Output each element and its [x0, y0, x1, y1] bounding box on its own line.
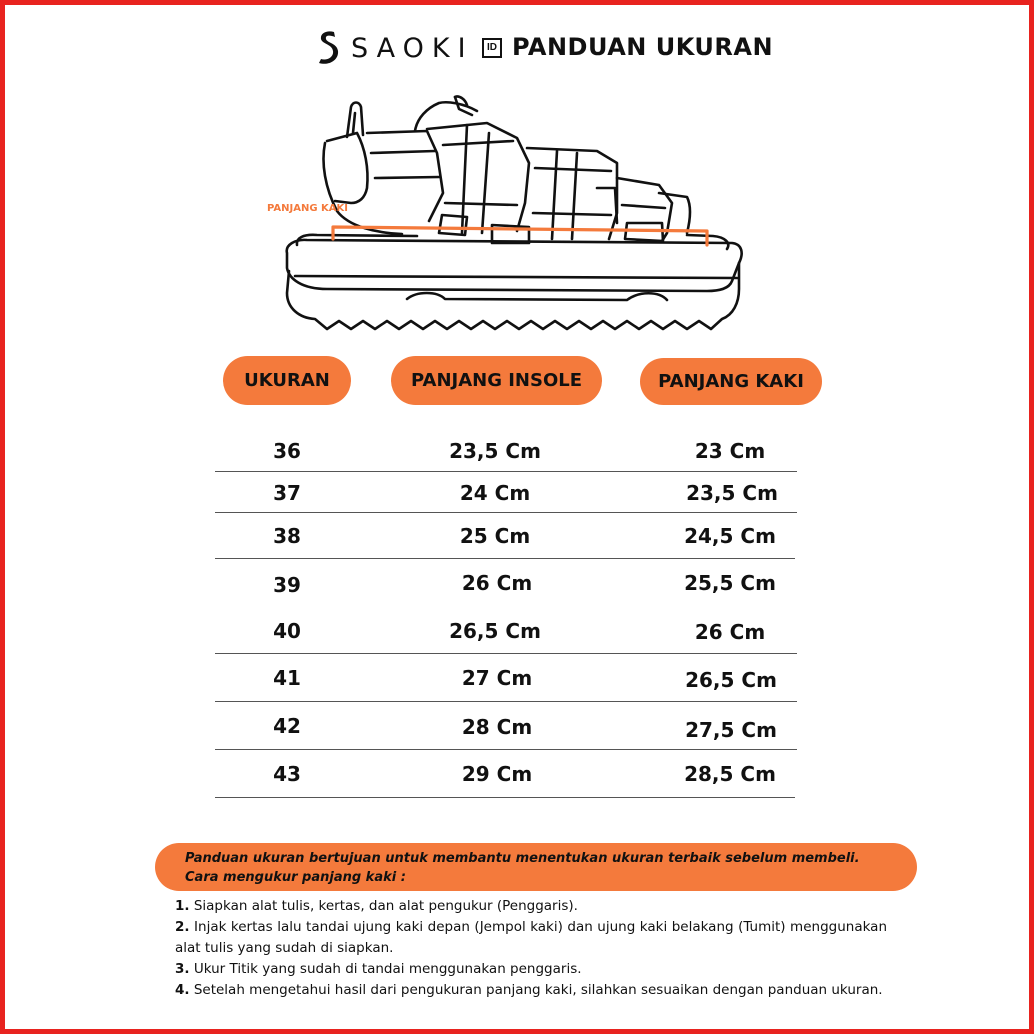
insole-cell: 24 Cm	[459, 481, 531, 505]
row-divider	[215, 512, 797, 513]
step-text: Ukur Titik yang sudah di tandai menggunakan penggaris.	[193, 961, 582, 977]
foot-length-cell: 27,5 Cm	[685, 718, 777, 742]
header-ukuran: UKURAN	[223, 356, 351, 405]
row-divider	[215, 653, 797, 654]
step-item	[175, 980, 887, 1001]
notes-banner	[155, 843, 917, 891]
size-cell: 39	[273, 573, 301, 597]
row-divider	[215, 471, 797, 472]
header	[5, 27, 1034, 69]
row-divider	[215, 701, 797, 702]
foot-length-cell: 25,5 Cm	[684, 571, 776, 595]
size-cell: 41	[273, 666, 301, 690]
insole-cell: 25 Cm	[459, 524, 531, 548]
step-item	[175, 959, 887, 980]
foot-length-cell: 26,5 Cm	[685, 668, 777, 692]
sandal-illustration	[267, 93, 767, 338]
insole-cell: 26,5 Cm	[449, 619, 541, 643]
foot-length-cell: 26 Cm	[694, 620, 766, 644]
foot-length-cell: 23,5 Cm	[686, 481, 778, 505]
measure-label: PANJANG KAKI	[267, 203, 348, 214]
size-cell: 38	[273, 524, 301, 548]
foot-length-cell: 28,5 Cm	[684, 762, 776, 786]
header-panjang-insole: PANJANG INSOLE	[391, 356, 602, 405]
row-divider	[215, 797, 795, 798]
insole-cell: 27 Cm	[461, 666, 533, 690]
foot-length-cell: 24,5 Cm	[684, 524, 776, 548]
row-divider	[215, 558, 795, 559]
insole-cell: 23,5 Cm	[449, 439, 541, 463]
insole-cell: 29 Cm	[461, 762, 533, 786]
header-panjang-kaki: PANJANG KAKI	[640, 358, 822, 405]
measuring-steps	[175, 896, 887, 1001]
step-item	[175, 896, 887, 917]
brand-id-badge: ID	[482, 38, 502, 58]
insole-cell: 28 Cm	[461, 715, 533, 739]
step-number: 1.	[175, 898, 190, 914]
saoki-logo-icon	[315, 29, 341, 65]
size-cell: 40	[273, 619, 301, 643]
notes-subtitle: Cara mengukur panjang kaki :	[185, 870, 406, 885]
step-number: 4.	[175, 982, 190, 998]
size-cell: 42	[273, 714, 301, 738]
step-number: 2.	[175, 919, 190, 935]
foot-length-cell: 23 Cm	[694, 439, 766, 463]
row-divider	[215, 749, 797, 750]
insole-cell: 26 Cm	[461, 571, 533, 595]
step-text: Injak kertas lalu tandai ujung kaki depan (Jempol kaki) dan ujung kaki belakang (Tumit) menggunakan alat tulis yang sudah di siapkan.	[175, 919, 887, 956]
brand-name: SAOKI	[351, 33, 474, 64]
step-text: Siapkan alat tulis, kertas, dan alat pengukur (Penggaris).	[193, 898, 578, 914]
step-number: 3.	[175, 961, 190, 977]
size-cell: 36	[273, 439, 301, 463]
notes-intro: Panduan ukuran bertujuan untuk membantu menentukan ukuran terbaik sebelum membeli.	[185, 851, 860, 866]
size-cell: 37	[273, 481, 301, 505]
step-text: Setelah mengetahui hasil dari pengukuran panjang kaki, silahkan sesuaikan dengan panduan ukuran.	[193, 982, 883, 998]
size-cell: 43	[273, 762, 301, 786]
page-title: PANDUAN UKURAN	[512, 33, 774, 61]
step-item	[175, 917, 887, 959]
